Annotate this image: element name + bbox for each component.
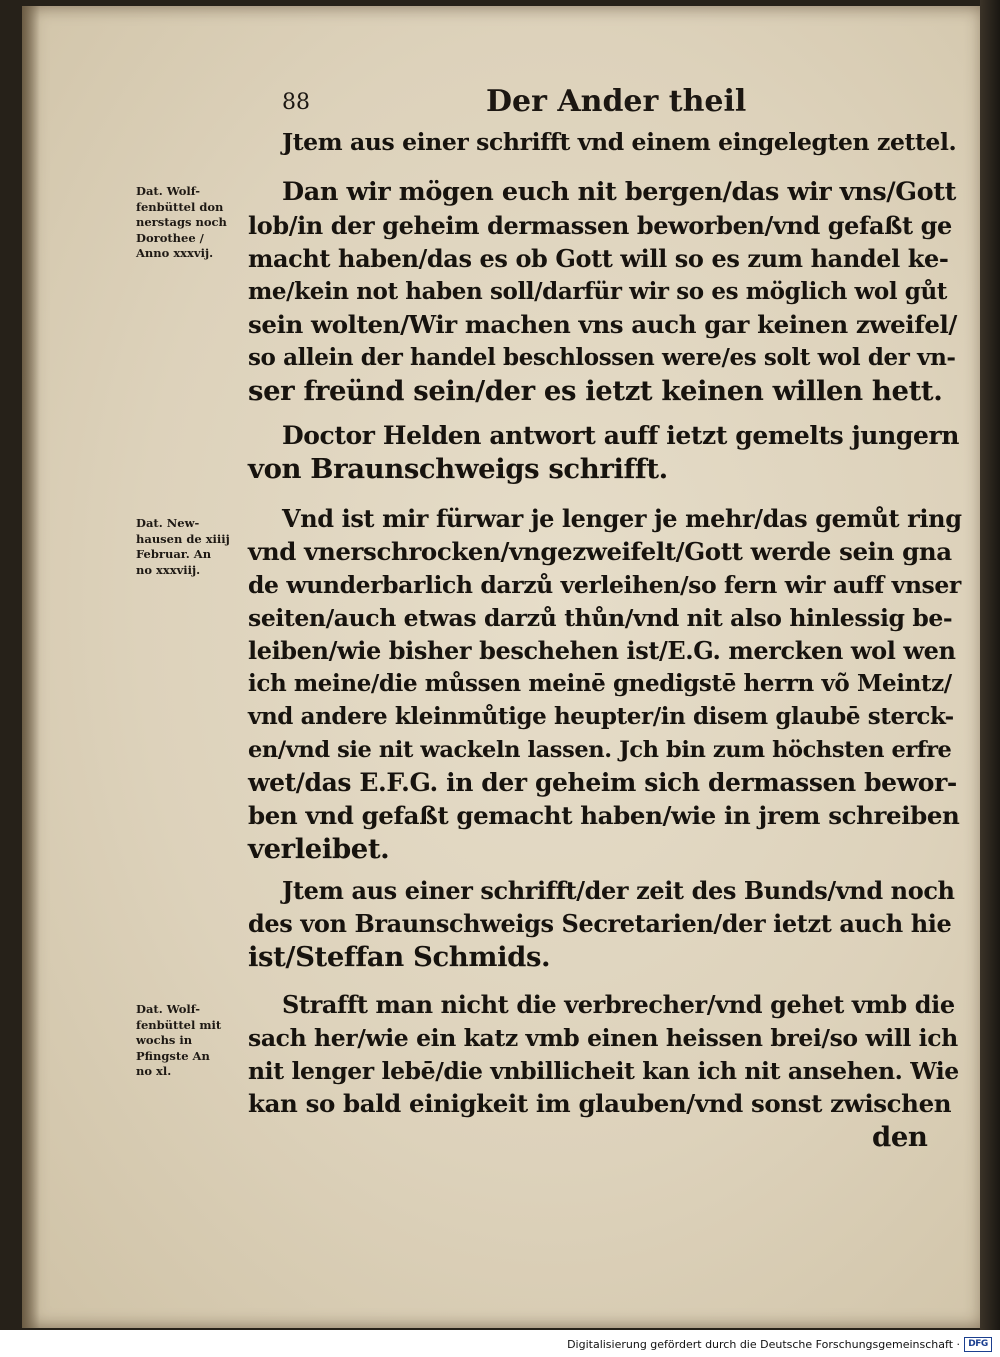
body-line: sach her/wie ein katz vmb einen heissen brei/so will ich (248, 1024, 958, 1052)
body-line: ist/Steffan Schmids. (248, 941, 551, 973)
margin-note-line: hausen de xiiij (136, 531, 230, 546)
body-line: me/kein not haben soll/darfür wir so es möglich wol gůt (248, 278, 948, 305)
page-number: 88 (282, 90, 310, 115)
book-edge (980, 0, 1000, 1330)
body-line: vnd vnerschrocken/vngezweifelt/Gott werde sein gna (248, 537, 952, 566)
margin-note-line: Dat. Wolf- (136, 1002, 201, 1016)
body-line: macht haben/das es ob Gott will so es zum handel ke- (248, 244, 949, 273)
body-line: Jtem aus einer schrifft vnd einem eingelegten zettel. (282, 128, 957, 156)
catchword: den (872, 1121, 928, 1153)
margin-note-1 (136, 184, 240, 262)
margin-note-line: Pfingste An (136, 1048, 210, 1063)
body-line: verleibet. (248, 833, 390, 865)
running-head: Der Ander theil (486, 84, 747, 119)
margin-note-3 (136, 1002, 240, 1080)
body-line: des von Braunschweigs Secretarien/der ietzt auch hie (248, 909, 952, 938)
digitization-credit: Digitalisierung gefördert durch die Deutsche Forschungsgemeinschaft · (567, 1338, 960, 1351)
body-line: nit lenger lebē/die vnbillicheit kan ich nit ansehen. Wie (248, 1057, 959, 1085)
body-line: kan so bald einigkeit im glauben/vnd sonst zwischen (248, 1089, 952, 1118)
margin-note-2 (136, 516, 240, 578)
body-line: Doctor Helden antwort auff ietzt gemelts jungern (282, 421, 959, 450)
body-line: sein wolten/Wir machen vns auch gar keinen zweifel/ (248, 310, 957, 339)
body-line: Jtem aus einer schrifft/der zeit des Bunds/vnd noch (282, 876, 955, 905)
body-line: ben vnd gefaßt gemacht haben/wie in jrem schreiben (248, 801, 960, 830)
dfg-logo-icon: DFG (964, 1337, 992, 1352)
body-line: wet/das E.F.G. in der geheim sich dermassen bewor- (248, 768, 957, 797)
margin-note-line: Dorothee / (136, 230, 204, 245)
body-line: de wunderbarlich darzů verleihen/so fern wir auff vnser (248, 571, 961, 599)
body-line: von Braunschweigs schrifft. (248, 453, 668, 485)
margin-note-line: no xxxviij. (136, 562, 201, 577)
margin-note-line: nerstags noch (136, 215, 227, 229)
margin-note-line: no xl. (136, 1064, 172, 1078)
body-line: vnd andere kleinmůtige heupter/in disem glaubē sterck- (248, 703, 954, 730)
margin-note-line: Dat. Wolf- (136, 184, 201, 198)
body-line: Vnd ist mir fürwar je lenger je mehr/das gemůt ring (282, 504, 962, 533)
body-line: Dan wir mögen euch nit bergen/das wir vns/Gott (282, 177, 956, 207)
margin-note-line: Dat. New- (136, 516, 200, 530)
margin-note-line: Anno xxxvij. (136, 246, 214, 260)
body-line: ich meine/die můssen meinē gnedigstē herrn võ Meintz/ (248, 670, 952, 697)
body-line: lob/in der geheim dermassen beworben/vnd gefaßt ge (248, 211, 952, 240)
page-gutter-shadow (22, 6, 40, 1328)
body-line: ser freünd sein/der es ietzt keinen willen hett. (248, 375, 943, 407)
margin-note-line: fenbüttel mit (136, 1017, 222, 1032)
margin-note-line: wochs in (136, 1033, 193, 1047)
body-line: Strafft man nicht die verbrecher/vnd gehet vmb die (282, 990, 955, 1019)
body-line: leiben/wie bisher beschehen ist/E.G. mercken wol wen (248, 636, 956, 665)
body-line: en/vnd sie nit wackeln lassen. Jch bin zum höchsten erfre (248, 737, 952, 763)
margin-note-line: Februar. An (136, 547, 212, 561)
body-line: seiten/auch etwas darzů thůn/vnd nit also hinlessig be- (248, 604, 953, 632)
body-line: so allein der handel beschlossen were/es solt wol der vn- (248, 344, 956, 371)
margin-note-line: fenbüttel don (136, 199, 224, 214)
